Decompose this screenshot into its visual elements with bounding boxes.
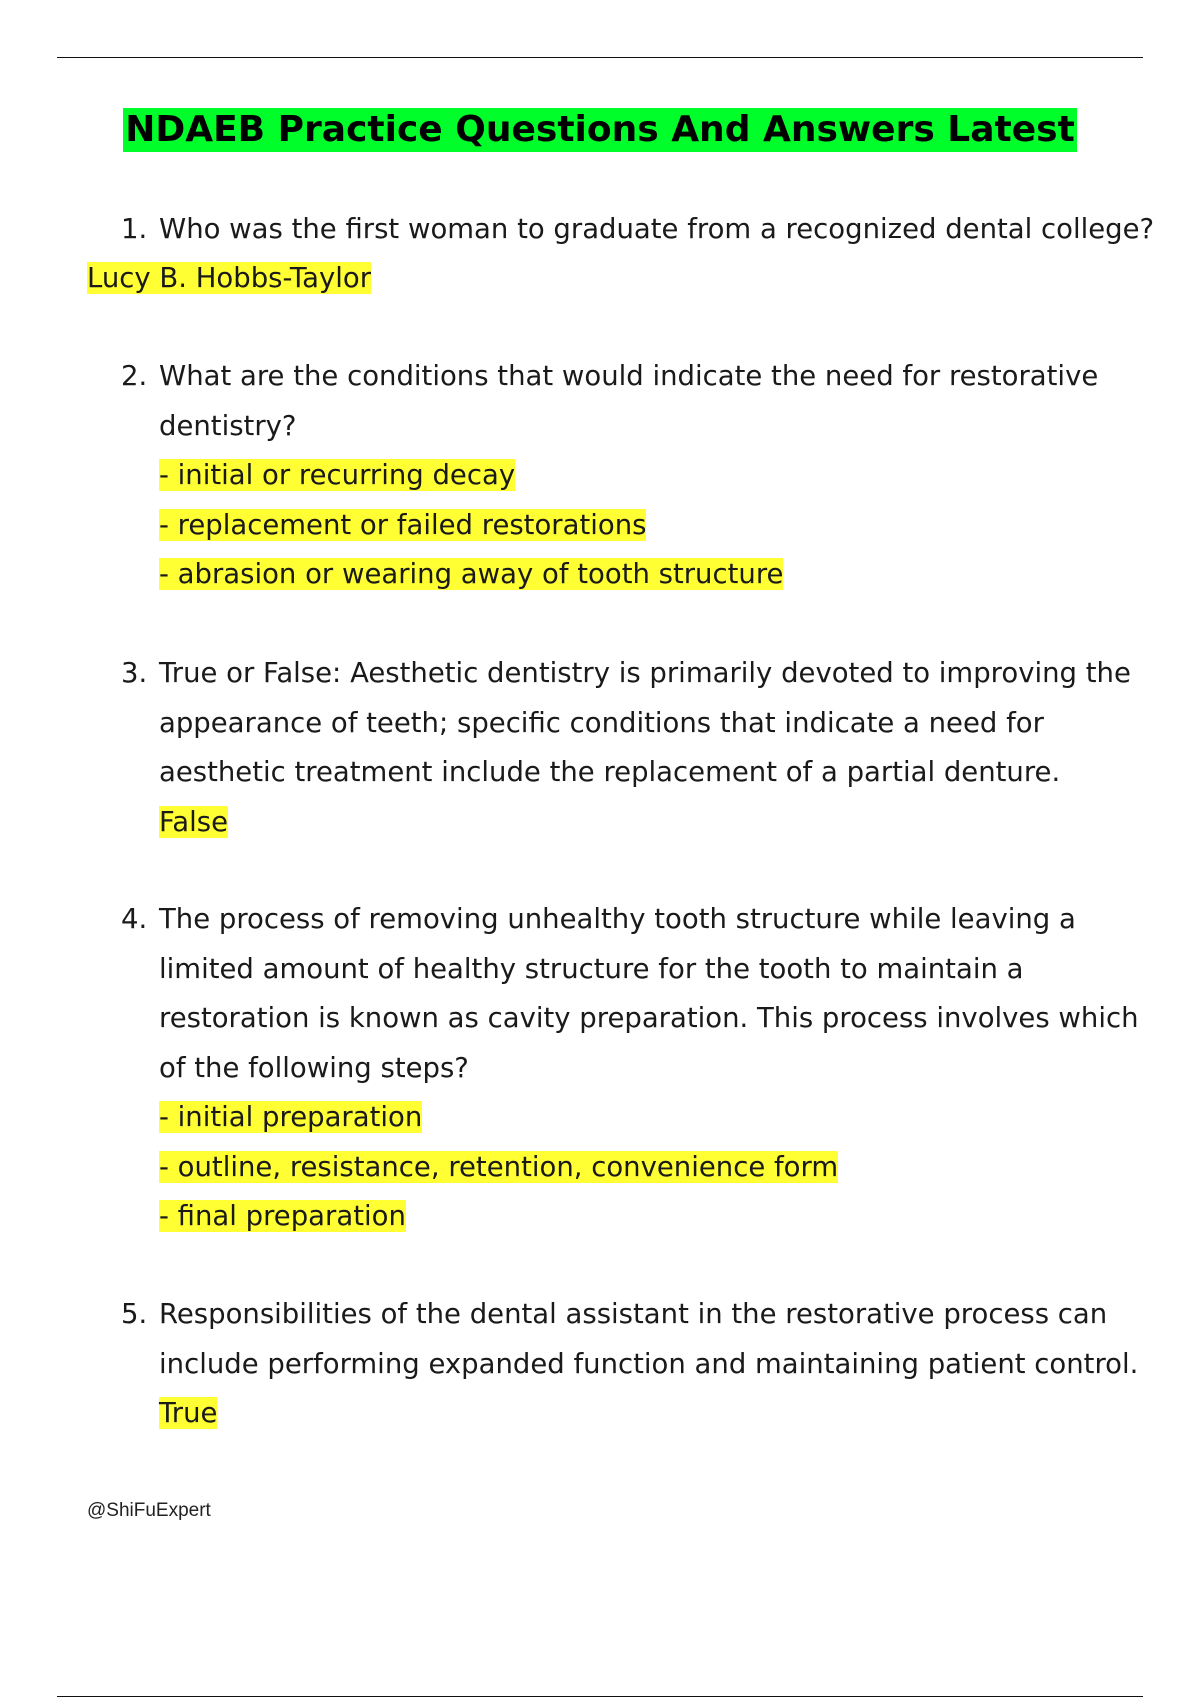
bottom-rule	[57, 1696, 1143, 1697]
question-1-answer	[87, 254, 371, 304]
top-rule	[57, 57, 1143, 58]
question-number: 4.	[121, 903, 148, 935]
question-text-line: True or False: Aesthetic dentistry is primarily devoted to improving the	[159, 657, 1131, 689]
question-2	[0, 352, 1200, 600]
answer-highlight: - outline, resistance, retention, convenience form	[159, 1150, 839, 1183]
question-text-line: The process of removing unhealthy tooth structure while leaving a	[159, 903, 1076, 935]
question-text-line: aesthetic treatment include the replacement of a partial denture.	[159, 756, 1061, 788]
question-5	[0, 1290, 1200, 1439]
question-number: 2.	[121, 360, 148, 392]
question-1	[0, 205, 1200, 255]
answer-highlight: - initial or recurring decay	[159, 459, 516, 491]
question-text-line: Responsibilities of the dental assistant in the restorative process can	[159, 1298, 1108, 1330]
question-text-line: include performing expanded function and maintaining patient control.	[159, 1347, 1139, 1380]
answer-highlight: - abrasion or wearing away of tooth structure	[159, 558, 784, 590]
question-text-line: restoration is known as cavity preparation. This process involves which	[159, 1002, 1139, 1034]
question-number: 5.	[121, 1298, 148, 1330]
question-text-line: dentistry?	[159, 409, 297, 442]
page-title: NDAEB Practice Questions And Answers Latest	[125, 109, 1075, 150]
answer-highlight: Lucy B. Hobbs-Taylor	[87, 262, 372, 294]
question-text: Who was the first woman to graduate from a recognized dental college?	[159, 213, 1155, 245]
question-3	[0, 649, 1200, 847]
question-number: 3.	[121, 657, 148, 689]
answer-highlight: True	[159, 1397, 218, 1429]
answer-highlight: - final preparation	[159, 1200, 406, 1232]
question-text-line: of the following steps?	[159, 1051, 469, 1084]
question-text-line: limited amount of healthy structure for the tooth to maintain a	[159, 952, 1024, 985]
title-block	[0, 108, 1200, 152]
question-number: 1.	[121, 213, 148, 245]
footer-watermark: @ShiFuExpert	[87, 1500, 211, 1521]
answer-highlight: - replacement or failed restorations	[159, 508, 647, 541]
question-text-line: appearance of teeth; specific conditions that indicate a need for	[159, 706, 1044, 739]
question-4	[0, 895, 1200, 1242]
answer-highlight: False	[159, 805, 229, 838]
answer-highlight: - initial preparation	[159, 1101, 423, 1133]
question-text-line: What are the conditions that would indicate the need for restorative	[159, 360, 1099, 392]
